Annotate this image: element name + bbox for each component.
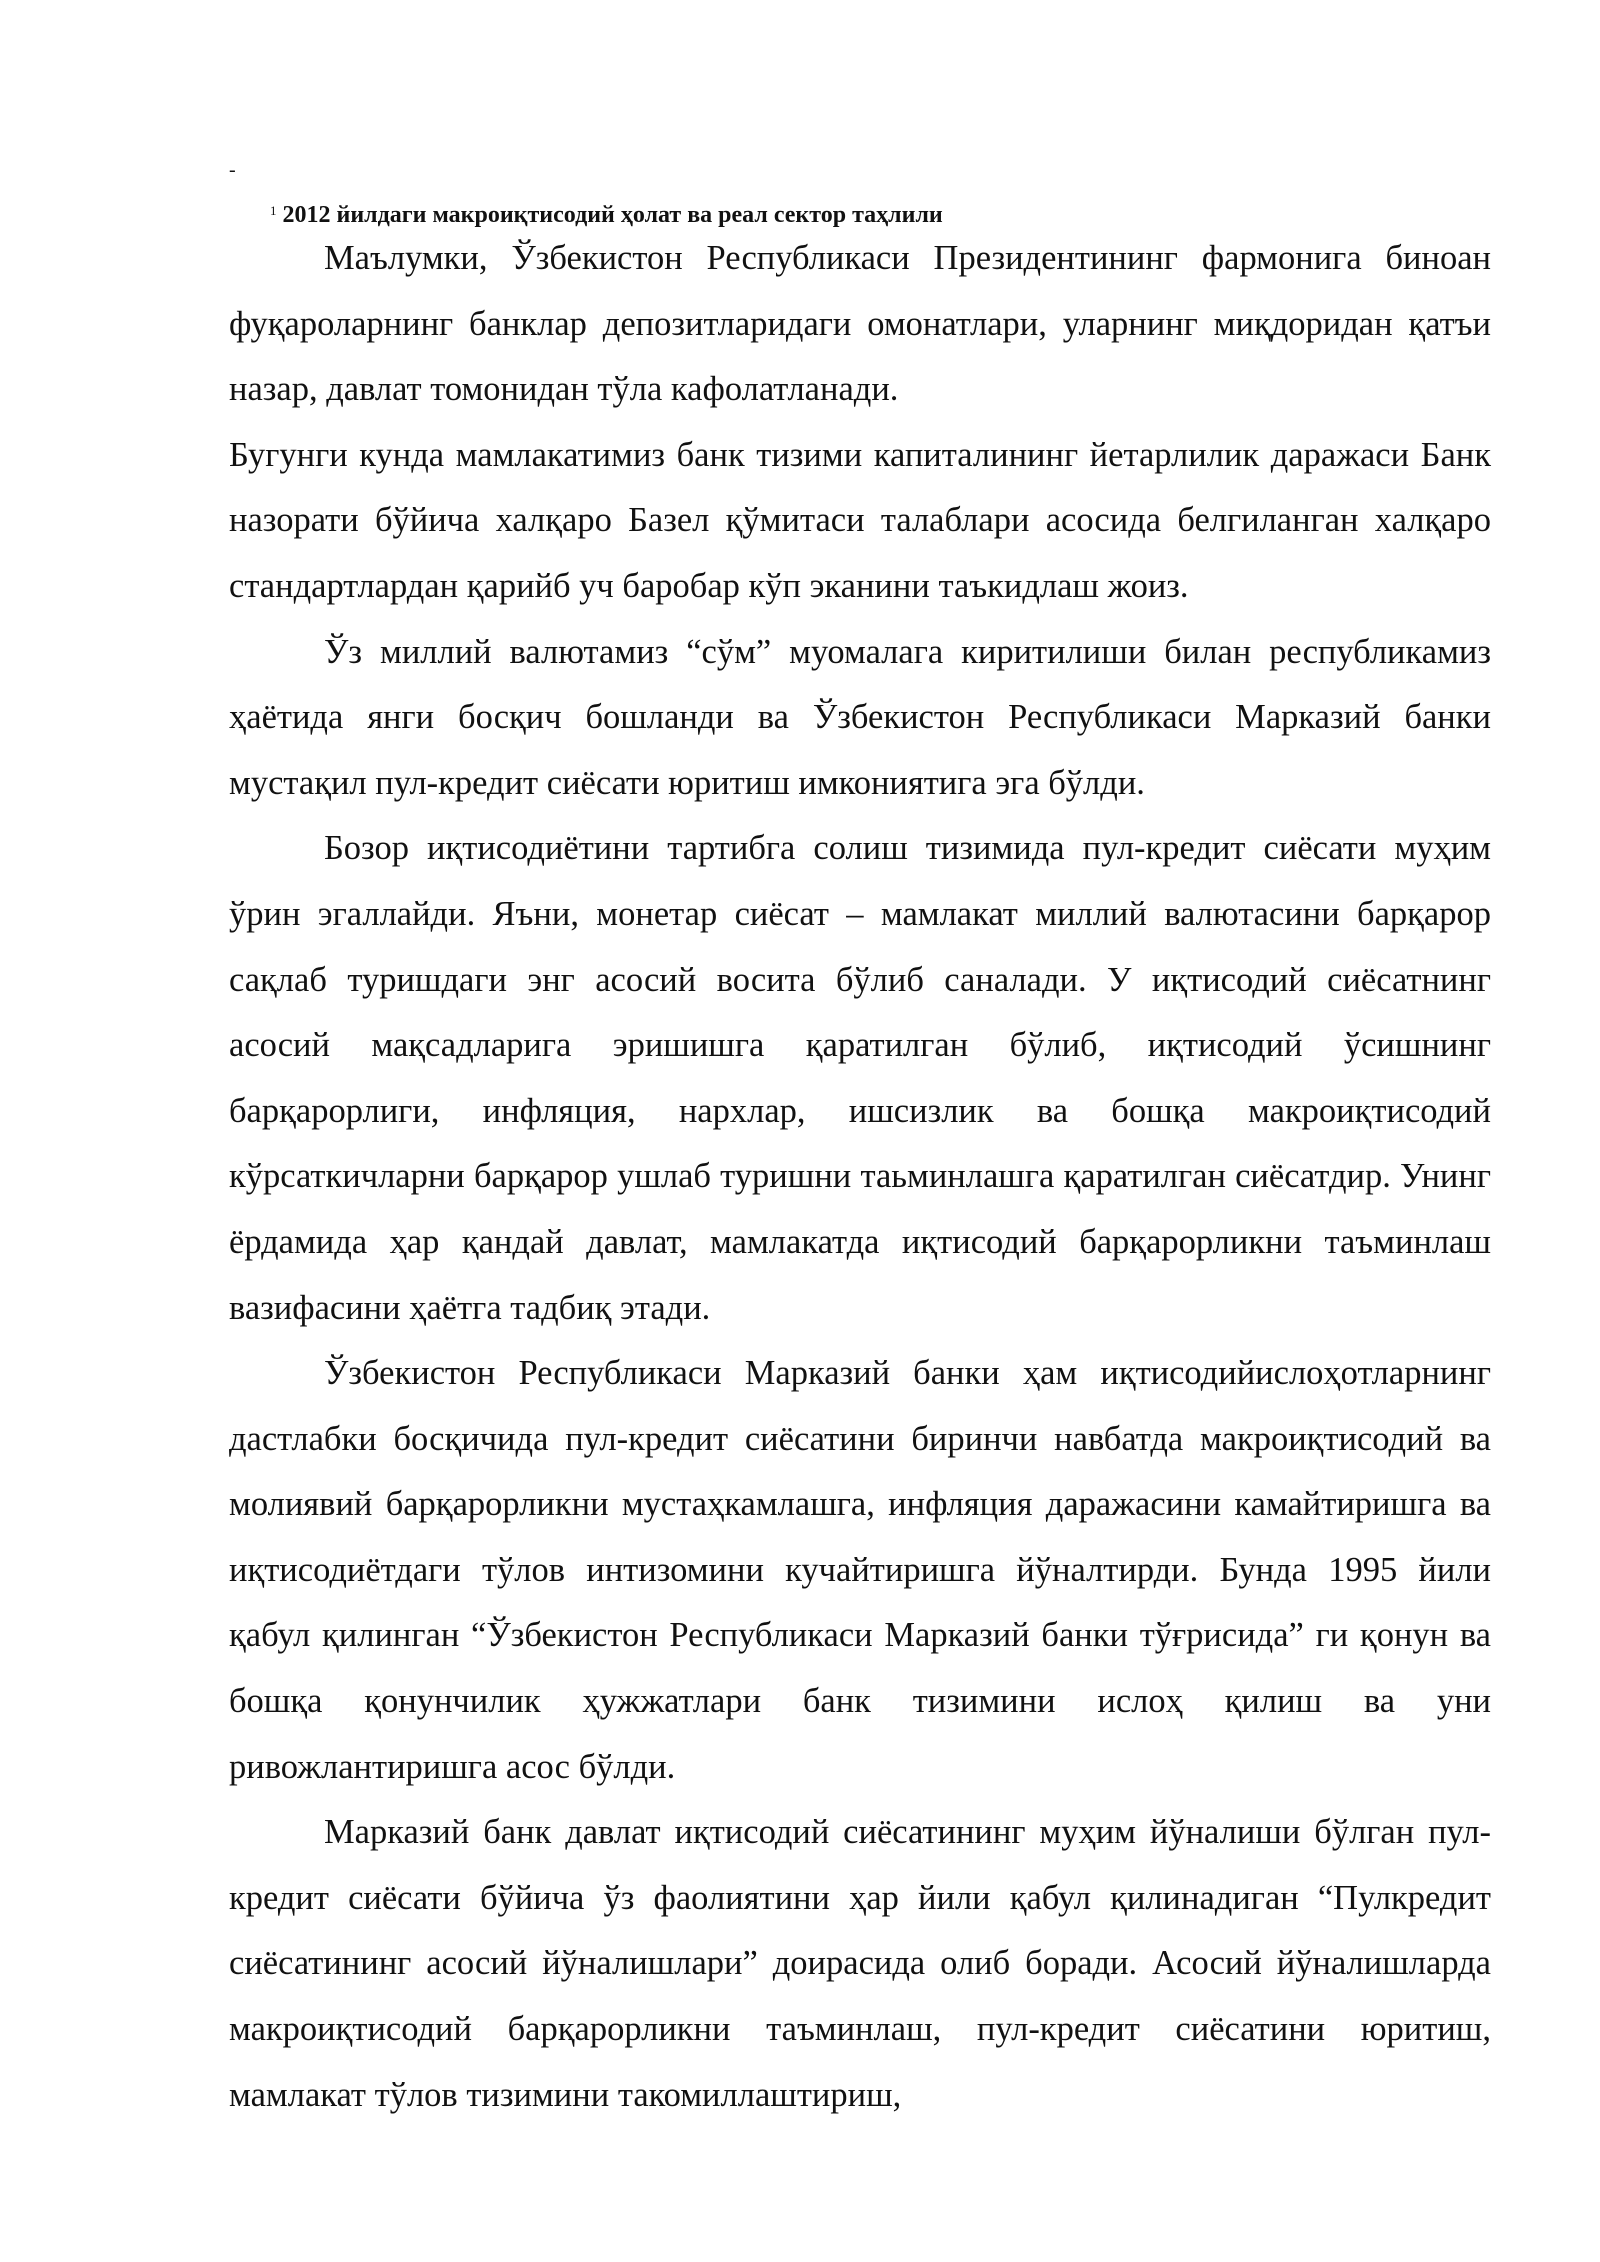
paragraph-2: Бугунги кунда мамлакатимиз банк тизими капиталининг йетарлилик даражаси Банк назорати бўйича халқаро Базел қўмитаси талаблари асосида белгиланган халқаро стандартлардан қарийб уч баробар кўп эканини таъкидлаш жоиз. <box>229 435 1491 605</box>
footnote-separator: - <box>229 159 236 181</box>
footnote-text: 2012 йилдаги макроиқтисодий ҳолат ва реал сектор таҳлили <box>282 202 943 228</box>
paragraph-1: Маълумки, Ўзбекистон Республикаси Президентининг фармонига биноан фуқароларнинг банклар депозитларидаги омонатлари, уларнинг миқдоридан қатъи назар, давлат томонидан тўла кафолатланади. <box>229 239 1491 409</box>
paragraph-6: Марказий банк давлат иқтисодий сиёсатининг муҳим йўналиши бўлган пул-кредит сиёсати бўйича ўз фаолиятини ҳар йили қабул қилинадиган “Пулкредит сиёсатининг асосий йўналишлари” доирасида олиб боради. Асосий йўналишларда макроиқтисодий барқарорликни таъминлаш, пул-кредит сиёсатини юритиш, мамлакат тўлов тизимини такомиллаштириш, <box>229 1813 1491 2114</box>
paragraph-3: Ўз миллий валютамиз “сўм” муомалага киритилиши билан республикамиз ҳаётида янги босқич бошланди ва Ўзбекистон Республикаси Марказий банки мустақил пул-кредит сиёсати юритиш имкониятига эга бўлди. <box>229 632 1491 802</box>
paragraph-4: Бозор иқтисодиётини тартибга солиш тизимида пул-кредит сиёсати муҳим ўрин эгаллайди. Яъни, монетар сиёсат – мамлакат миллий валютасини барқарор сақлаб туришдаги энг асосий восита бўлиб саналади. У иқтисодий сиёсатнинг асосий мақсадларига эришишга қаратилган бўлиб, иқтисодий ўсишнинг барқарорлиги, инфляция, нархлар, ишсизлик ва бошқа макроиқтисодий кўрсаткичларни барқарор ушлаб туришни таьминлашга қаратилган сиёсатдир. Унинг ёрдамида ҳар қандай давлат, мамлакатда иқтисодий барқарорликни таъминлаш вазифасини ҳаётга тадбиқ этади. <box>229 829 1491 1327</box>
paragraph-5: Ўзбекистон Республикаси Марказий банки ҳам иқтисодийислоҳотларнинг дастлабки босқичида пул-кредит сиёсатини биринчи навбатда макроиқтисодий ва молиявий барқарорликни мустаҳкамлашга, инфляция даражасини камайтиришга ва иқтисодиётдаги тўлов интизомини кучайтиришга йўналтирди. Бунда 1995 йили қабул қилинган “Ўзбекистон Республикаси Марказий банки тўғрисида” ги қонун ва бошқа қонунчилик ҳужжатлари банк тизимини ислоҳ қилиш ва уни ривожлантиришга асос бўлди. <box>229 1354 1491 1786</box>
footnote-number: 1 <box>270 203 277 218</box>
body-text <box>229 226 1491 2128</box>
